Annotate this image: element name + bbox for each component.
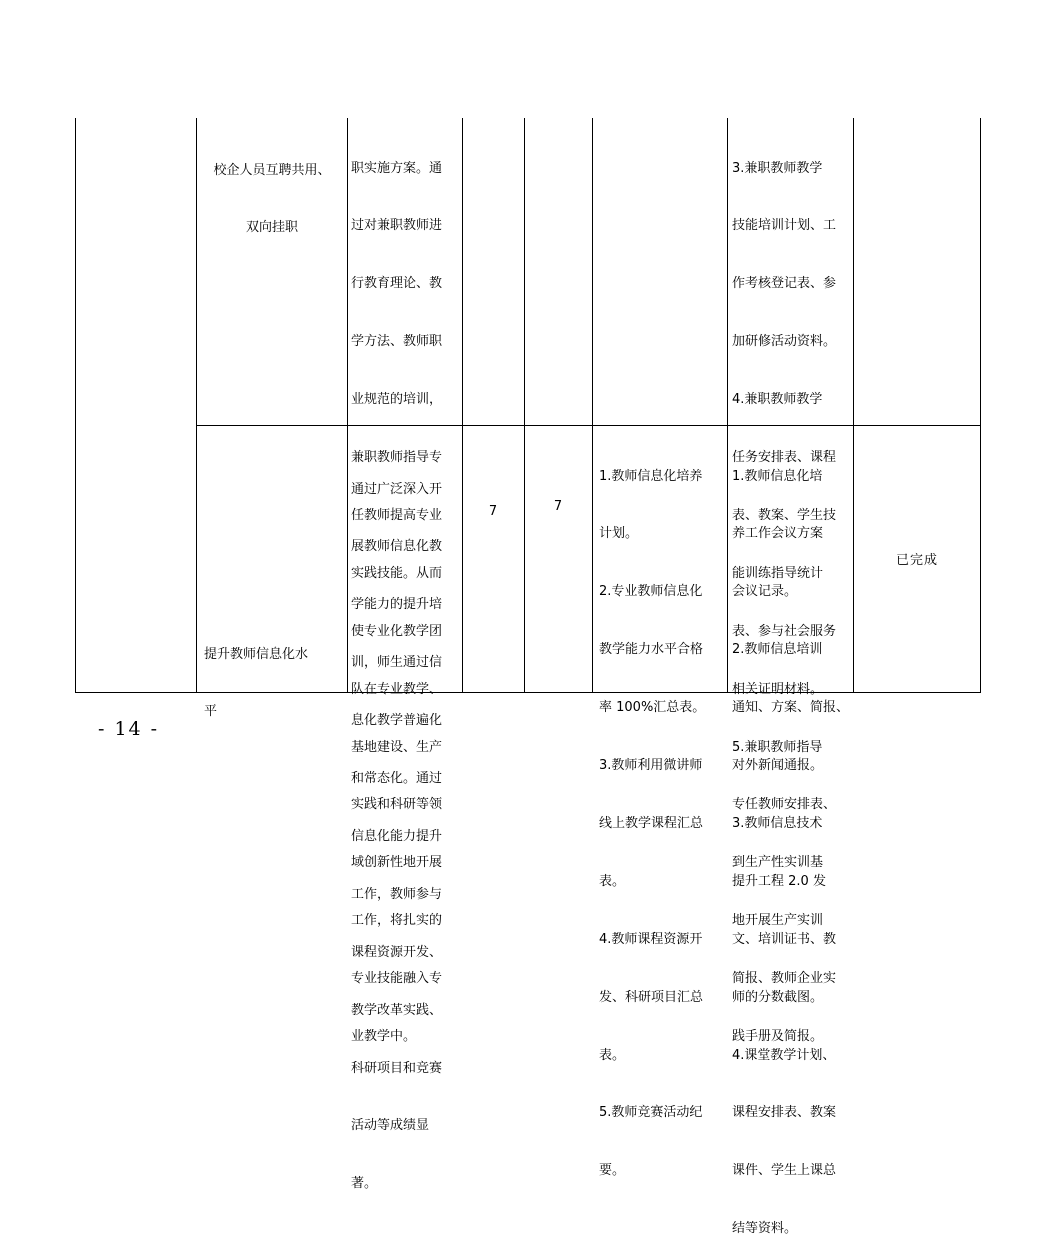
row1-evidence-line: 表、参与社会服务	[732, 623, 837, 639]
page-number: - 14 -	[98, 718, 160, 740]
row2-achievement-line: 2.专业教师信息化	[599, 584, 703, 600]
row2-content-line: 科研项目和竞赛	[351, 1060, 443, 1076]
row2-task-cell	[204, 606, 308, 741]
row2-evidence-line: 对外新闻通报。	[732, 758, 824, 774]
row1-content-line: 业规范的培训，	[351, 392, 443, 408]
row1-evidence-line: 任务安排表、课程	[732, 450, 837, 466]
row2-evidence-line: 1.教师信息化培	[732, 468, 823, 484]
table-border-left	[75, 118, 76, 692]
table-col-divider	[196, 118, 197, 692]
row1-content-line: 实践和科研等领	[351, 797, 443, 813]
row2-achievement-line: 教学能力水平合格	[599, 642, 704, 658]
row1-content-line: 使专业化教学团	[351, 623, 443, 639]
row2-evidence-line: 养工作会议方案	[732, 526, 824, 542]
row1-content-line: 兼职教师指导专	[351, 450, 443, 466]
row2-evidence-cell	[732, 428, 849, 1258]
row2-achievement-line: 5.教师竞赛活动纪	[599, 1105, 703, 1121]
row2-content-line: 活动等成绩显	[351, 1118, 430, 1134]
table-col-divider	[853, 118, 854, 692]
row2-evidence-line: 提升工程 2.0 发	[732, 873, 826, 889]
row1-content-line: 业教学中。	[351, 1028, 417, 1044]
row2-evidence-line: 通知、方案、简报、	[732, 700, 850, 716]
row1-content-line: 行教育理论、教	[351, 276, 443, 292]
row2-content-line: 信息化能力提升	[351, 828, 443, 844]
row1-content-line: 队在专业教学、	[351, 681, 443, 697]
row2-content-line: 教学改革实践、	[351, 1002, 443, 1018]
row2-evidence-line: 2.教师信息培训	[732, 642, 823, 658]
row2-achievements-cell	[599, 428, 705, 1200]
row2-content-line: 著。	[351, 1176, 378, 1192]
row2-task-line: 平	[204, 704, 218, 720]
row2-score1-cell: 7	[488, 504, 498, 519]
table-row-divider	[196, 425, 981, 426]
row2-achievement-line: 1.教师信息化培养	[599, 468, 703, 484]
row1-content-line: 工作，将扎实的	[351, 913, 443, 929]
row2-score2-cell: 7	[553, 499, 563, 514]
row1-task-cell	[198, 122, 346, 257]
row2-content-line: 展教师信息化教	[351, 539, 443, 555]
row2-achievement-line: 线上教学课程汇总	[599, 815, 704, 831]
row1-task-line: 校企人员互聘共用、	[213, 162, 331, 178]
table-border-right	[980, 118, 981, 692]
row2-evidence-line: 课程安排表、教案	[732, 1105, 837, 1121]
row2-evidence-line: 会议记录。	[732, 584, 798, 600]
row2-task-line: 提升教师信息化水	[204, 646, 309, 662]
table-col-divider	[727, 118, 728, 692]
row1-evidence-line: 3.兼职教师教学	[732, 160, 823, 176]
row1-evidence-line: 能训练指导统计	[732, 565, 824, 581]
row1-evidence-line: 加研修活动资料。	[732, 334, 837, 350]
row1-task-line: 双向挂职	[245, 220, 298, 236]
row2-content-cell	[351, 441, 442, 1213]
row2-evidence-line: 3.教师信息技术	[732, 815, 823, 831]
row1-evidence-line: 相关证明材料。	[732, 681, 824, 697]
row1-content-line: 专业技能融入专	[351, 971, 443, 987]
row2-achievement-line: 率 100%汇总表。	[599, 700, 706, 716]
row1-evidence-line: 5.兼职教师指导	[732, 739, 823, 755]
row2-achievement-line: 表。	[599, 873, 626, 889]
row1-evidence-line: 专任教师安排表、	[732, 797, 837, 813]
row2-content-line: 和常态化。通过	[351, 771, 443, 787]
row2-content-line: 通过广泛深入开	[351, 481, 443, 497]
row2-content-line: 学能力的提升培	[351, 597, 443, 613]
row1-evidence-line: 到生产性实训基	[732, 855, 824, 871]
row2-evidence-line: 4.课堂教学计划、	[732, 1047, 836, 1063]
row1-evidence-line: 作考核登记表、参	[732, 276, 837, 292]
row2-achievement-line: 计划。	[599, 526, 639, 542]
row2-achievement-line: 4.教师课程资源开	[599, 931, 703, 947]
row2-status-cell: 已完成	[895, 553, 938, 568]
table-col-divider	[347, 118, 348, 692]
row2-evidence-line: 师的分数截图。	[732, 989, 824, 1005]
row1-content-line: 基地建设、生产	[351, 739, 443, 755]
row2-achievement-line: 3.教师利用微讲师	[599, 758, 703, 774]
row2-evidence-line: 文、培训证书、教	[732, 931, 837, 947]
row2-evidence-line: 结等资料。	[732, 1221, 798, 1237]
row1-content-line: 过对兼职教师进	[351, 218, 443, 234]
row1-content-line: 域创新性地开展	[351, 855, 443, 871]
table-col-divider	[462, 118, 463, 692]
table-col-divider	[592, 118, 593, 692]
row2-evidence-line: 课件、学生上课总	[732, 1163, 837, 1179]
row1-content-line: 学方法、教师职	[351, 334, 443, 350]
row1-evidence-line: 简报、教师企业实	[732, 971, 837, 987]
row1-evidence-line: 践手册及简报。	[732, 1028, 824, 1044]
row1-content-line: 实践技能。从而	[351, 565, 443, 581]
row2-content-line: 息化教学普遍化	[351, 713, 443, 729]
row1-evidence-line: 地开展生产实训	[732, 913, 824, 929]
row2-achievement-line: 表。	[599, 1047, 626, 1063]
row1-content-line: 任教师提高专业	[351, 507, 443, 523]
row2-content-line: 工作，教师参与	[351, 886, 443, 902]
row1-evidence-line: 4.兼职教师教学	[732, 392, 823, 408]
row1-evidence-line: 技能培训计划、工	[732, 218, 837, 234]
row1-evidence-line: 表、教案、学生技	[732, 507, 837, 523]
row2-achievement-line: 发、科研项目汇总	[599, 989, 704, 1005]
row1-content-line: 职实施方案。通	[351, 160, 443, 176]
row2-content-line: 课程资源开发、	[351, 944, 443, 960]
row2-content-line: 训，师生通过信	[351, 655, 443, 671]
table-col-divider	[524, 118, 525, 692]
row2-achievement-line: 要。	[599, 1163, 626, 1179]
